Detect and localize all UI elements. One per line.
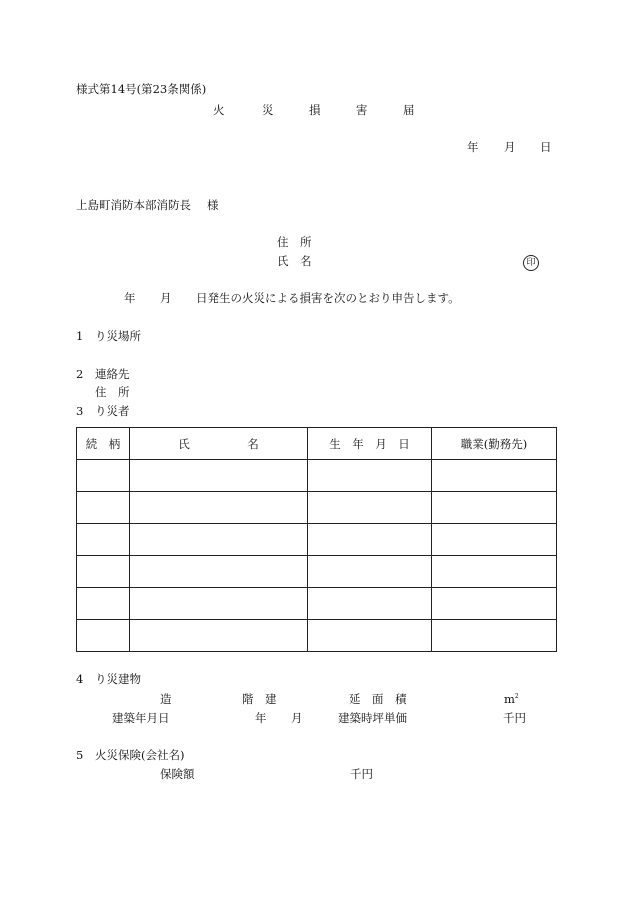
applicant-name-label: 氏 名 <box>277 254 312 268</box>
cell-name[interactable] <box>130 460 308 492</box>
cell-occupation[interactable] <box>432 620 557 652</box>
form-number: 様式第14号(第23条関係) <box>76 82 207 96</box>
cell-occupation[interactable] <box>432 556 557 588</box>
header-birthdate: 生 年 月 日 <box>308 428 432 460</box>
cell-relationship[interactable] <box>77 460 130 492</box>
title-char: 災 <box>262 103 274 117</box>
table-row <box>77 460 557 492</box>
cell-birthdate[interactable] <box>308 492 432 524</box>
title-char: 損 <box>309 103 321 117</box>
cell-relationship[interactable] <box>77 524 130 556</box>
date-year-label: 年 <box>467 140 479 154</box>
built-month-label: 月 <box>291 711 303 725</box>
insurance-amount-unit: 千円 <box>350 767 373 781</box>
section-2-number: 2 <box>76 367 84 381</box>
cell-occupation[interactable] <box>432 492 557 524</box>
intro-year: 年 <box>124 291 136 305</box>
cell-birthdate[interactable] <box>308 620 432 652</box>
applicant-address-label: 住 所 <box>277 235 312 249</box>
table-row <box>77 492 557 524</box>
cell-occupation[interactable] <box>432 588 557 620</box>
unit-price-unit: 千円 <box>503 711 526 725</box>
header-name: 氏 名 <box>130 428 308 460</box>
cell-birthdate[interactable] <box>308 460 432 492</box>
cell-name[interactable] <box>130 620 308 652</box>
addressee: 上島町消防本部消防長 <box>76 198 191 212</box>
seal-mark: 印 <box>523 255 539 271</box>
built-date-label: 建築年月日 <box>112 711 170 725</box>
cell-birthdate[interactable] <box>308 556 432 588</box>
header-occupation: 職業(勤務先) <box>432 428 557 460</box>
table-row <box>77 524 557 556</box>
cell-relationship[interactable] <box>77 492 130 524</box>
floors-label: 階 建 <box>242 692 277 706</box>
section-1-label: り災場所 <box>95 329 141 343</box>
section-4-number: 4 <box>76 672 84 686</box>
addressee-honorific: 様 <box>207 198 219 212</box>
cell-relationship[interactable] <box>77 588 130 620</box>
section-4-label: り災建物 <box>95 672 141 686</box>
title-char: 届 <box>403 103 415 117</box>
area-unit-base: m <box>504 692 515 706</box>
table-header-row <box>77 428 557 460</box>
section-2-address-label: 住 所 <box>95 385 130 399</box>
insurance-amount-label: 保険額 <box>160 767 195 781</box>
cell-birthdate[interactable] <box>308 524 432 556</box>
cell-name[interactable] <box>130 524 308 556</box>
intro-text: 日発生の火災による損害を次のとおり申告します。 <box>196 291 460 305</box>
table-row <box>77 556 557 588</box>
unit-price-label: 建築時坪単価 <box>338 711 407 725</box>
floor-area-label: 延 面 積 <box>349 692 407 706</box>
section-2-label: 連絡先 <box>95 367 130 381</box>
section-5-label: 火災保険(会社名) <box>95 748 185 762</box>
title-char: 火 <box>213 103 225 117</box>
cell-birthdate[interactable] <box>308 588 432 620</box>
victims-table <box>76 427 557 652</box>
structure-label: 造 <box>160 692 172 706</box>
date-month-label: 月 <box>504 140 516 154</box>
cell-name[interactable] <box>130 492 308 524</box>
cell-relationship[interactable] <box>77 620 130 652</box>
date-day-label: 日 <box>540 140 552 154</box>
cell-name[interactable] <box>130 556 308 588</box>
section-3-number: 3 <box>76 404 84 418</box>
cell-occupation[interactable] <box>432 460 557 492</box>
area-unit-exponent: 2 <box>514 693 519 701</box>
section-5-number: 5 <box>76 748 84 762</box>
section-1-number: 1 <box>76 329 84 343</box>
cell-occupation[interactable] <box>432 524 557 556</box>
cell-relationship[interactable] <box>77 556 130 588</box>
section-3-label: り災者 <box>95 404 130 418</box>
header-relationship: 続 柄 <box>77 428 130 460</box>
title-char: 害 <box>356 103 368 117</box>
table-row <box>77 620 557 652</box>
table-row <box>77 588 557 620</box>
built-year-label: 年 <box>255 711 267 725</box>
intro-month: 月 <box>160 291 172 305</box>
cell-name[interactable] <box>130 588 308 620</box>
area-unit <box>504 694 519 706</box>
